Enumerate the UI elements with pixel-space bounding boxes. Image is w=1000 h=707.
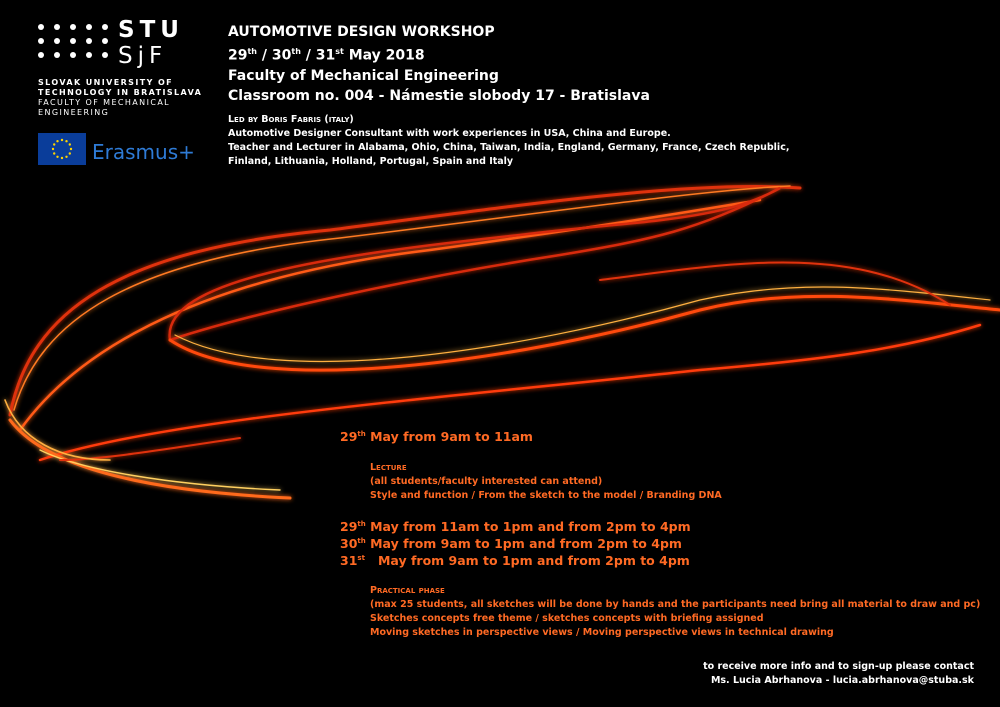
event-title: AUTOMOTIVE DESIGN WORKSHOP xyxy=(228,24,495,40)
lecture-note: (all students/faculty interested can attend) xyxy=(370,476,603,487)
practical-block xyxy=(370,584,980,640)
practical-date-1: 29th May from 11am to 1pm and from 2pm to 4pm xyxy=(340,519,691,534)
event-faculty: Faculty of Mechanical Engineering xyxy=(228,67,499,84)
lecture-date: 29th May from 9am to 11am xyxy=(340,429,533,444)
practical-line-2: Moving sketches in perspective views / Moving perspective views in technical drawing xyxy=(370,627,834,638)
logo-stu: STU xyxy=(118,17,184,43)
lecture-block xyxy=(370,461,722,503)
contact-info xyxy=(703,660,974,688)
leader-line-1: Automotive Designer Consultant with work experiences in USA, China and Europe. xyxy=(228,128,671,139)
logo-sjf: SjF xyxy=(118,43,168,69)
contact-line-1: to receive more info and to sign-up please contact xyxy=(703,661,974,672)
erasmus-plus-logo: Erasmus+ xyxy=(92,140,195,164)
leader-line-2: Teacher and Lecturer in Alabama, Ohio, China, Taiwan, India, England, Germany, France, Czech Republic, xyxy=(228,142,790,153)
led-by: Led by Boris Fabris (italy) xyxy=(228,114,354,125)
faculty-line-2: ENGINEERING xyxy=(38,108,110,117)
university-name xyxy=(38,78,202,118)
practical-date-2: 30th May from 9am to 1pm and from 2pm to 4pm xyxy=(340,536,682,551)
practical-note: (max 25 students, all sketches will be done by hands and the participants need bring all material to draw and pc) xyxy=(370,599,981,610)
practical-date-3: 31st May from 9am to 1pm and from 2pm to 4pm xyxy=(340,553,690,568)
leader-line-3: Finland, Lithuania, Holland, Portugal, Spain and Italy xyxy=(228,156,514,167)
event-header xyxy=(228,22,650,106)
university-line-1: SLOVAK UNIVERSITY OF xyxy=(38,78,174,87)
event-dates: 29th / 30th / 31st May 2018 xyxy=(228,47,425,64)
university-line-2: TECHNOLOGY IN BRATISLAVA xyxy=(38,88,203,97)
practical-line-1: Sketches concepts free theme / sketches concepts with briefing assigned xyxy=(370,613,764,624)
contact-line-2: Ms. Lucia Abrhanova - lucia.abrhanova@stuba.sk xyxy=(710,675,974,686)
faculty-line-1: FACULTY OF MECHANICAL xyxy=(38,98,171,107)
practical-title: Practical phase xyxy=(370,585,445,596)
stu-dot-logo xyxy=(38,24,106,60)
event-classroom: Classroom no. 004 - Námestie slobody 17 - Bratislava xyxy=(228,87,650,104)
lecture-topics: Style and function / From the sketch to the model / Branding DNA xyxy=(370,490,722,501)
lecture-title: Lecture xyxy=(370,462,407,473)
